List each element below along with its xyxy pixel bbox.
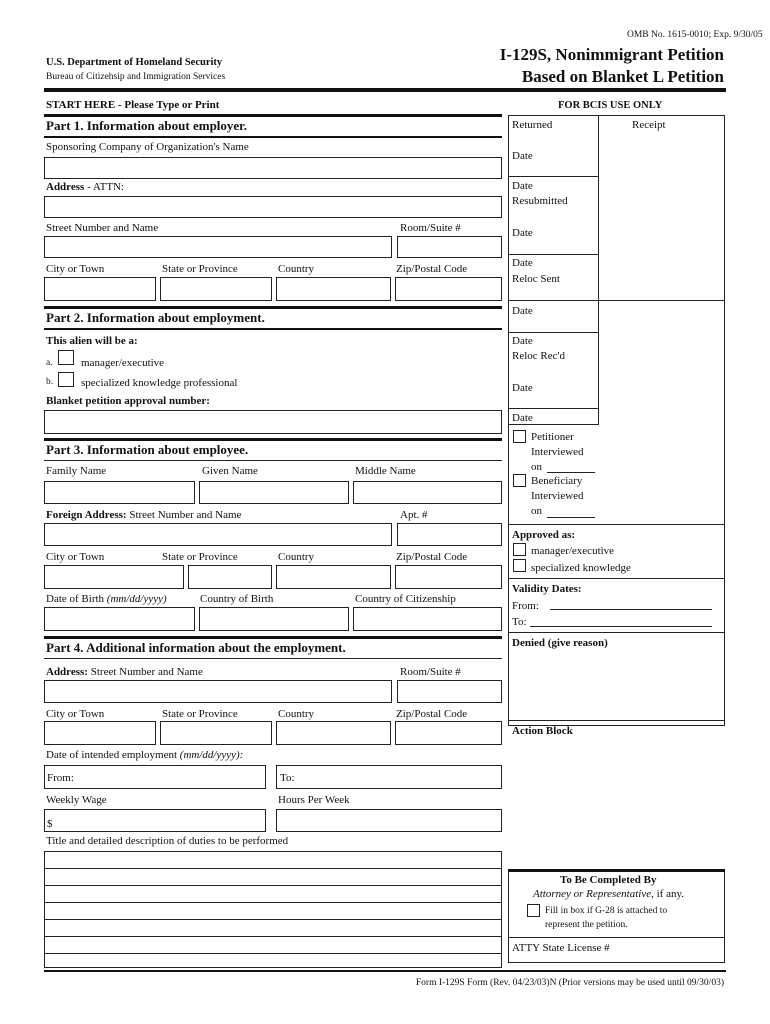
zip-label: Zip/Postal Code bbox=[396, 263, 468, 275]
company-name-field[interactable] bbox=[44, 157, 502, 179]
validity-from-label: From: bbox=[512, 600, 539, 612]
date-label: Date bbox=[512, 227, 533, 239]
g28-line2: represent the petition. bbox=[545, 920, 628, 930]
date-label: Date bbox=[512, 150, 533, 162]
beneficiary-label: Beneficiary bbox=[531, 475, 583, 487]
interviewed-label: Interviewed bbox=[531, 446, 584, 458]
foreign-street-field[interactable] bbox=[44, 523, 392, 546]
agency-name: U.S. Department of Homeland Security bbox=[46, 57, 223, 68]
foreign-city-field[interactable] bbox=[44, 565, 184, 589]
blanket-number-field[interactable] bbox=[44, 410, 502, 434]
p4-state-label: State or Province bbox=[162, 708, 238, 720]
g28-line1: Fill in box if G-28 is attached to bbox=[545, 906, 668, 916]
approved-manager-checkbox[interactable] bbox=[513, 543, 526, 556]
foreign-address-label: Foreign Address: Street Number and Name bbox=[46, 509, 242, 521]
employer-street-field[interactable] bbox=[44, 236, 392, 258]
room-label: Room/Suite # bbox=[400, 222, 461, 234]
employer-city-field[interactable] bbox=[44, 277, 156, 301]
employer-room-field[interactable] bbox=[397, 236, 502, 258]
given-label: Given Name bbox=[202, 465, 258, 477]
work-zip-field[interactable] bbox=[395, 721, 502, 745]
employer-country-field[interactable] bbox=[276, 277, 391, 301]
p4-address-label: Address: Street Number and Name bbox=[46, 666, 203, 678]
date-label: Date bbox=[512, 305, 533, 317]
apt-label: Apt. # bbox=[400, 509, 428, 521]
foreign-country-field[interactable] bbox=[276, 565, 391, 589]
blanket-label: Blanket petition approval number: bbox=[46, 395, 210, 407]
address-label: Address - ATTN: bbox=[46, 181, 125, 193]
on-label: on bbox=[531, 505, 542, 517]
p4-zip-label: Zip/Postal Code bbox=[396, 708, 468, 720]
intended-label: Date of intended employment (mm/dd/yyyy): bbox=[46, 749, 244, 761]
petitioner-interviewed-checkbox[interactable] bbox=[513, 430, 526, 443]
beneficiary-interviewed-checkbox[interactable] bbox=[513, 474, 526, 487]
start-here: START HERE - Please Type or Print bbox=[46, 99, 220, 111]
part4-heading: Part 4. Additional information about the employment. bbox=[46, 640, 346, 655]
dollar-sign: $ bbox=[47, 818, 53, 830]
given-name-field[interactable] bbox=[199, 481, 349, 504]
form-title-line2: Based on Blanket L Petition bbox=[521, 67, 724, 86]
company-label: Sponsoring Company of Organization's Name bbox=[46, 141, 249, 153]
p4-city-label: City or Town bbox=[46, 708, 105, 720]
middle-label: Middle Name bbox=[355, 465, 416, 477]
header-rule bbox=[44, 88, 726, 92]
dob-label: Date of Birth (mm/dd/yyyy) bbox=[46, 593, 167, 605]
zip-label: Zip/Postal Code bbox=[396, 551, 468, 563]
hours-label: Hours Per Week bbox=[278, 794, 350, 806]
employer-zip-field[interactable] bbox=[395, 277, 502, 301]
reloc-recd-label: Reloc Rec'd bbox=[512, 350, 565, 362]
street-label: Street Number and Name bbox=[46, 222, 159, 234]
attorney-heading: To Be Completed By bbox=[560, 874, 657, 886]
country-label: Country bbox=[278, 551, 315, 563]
duties-field[interactable] bbox=[44, 851, 502, 968]
part1-heading: Part 1. Information about employer. bbox=[46, 118, 248, 133]
dob-field[interactable] bbox=[44, 607, 195, 631]
hours-field[interactable] bbox=[276, 809, 502, 832]
returned-label: Returned bbox=[512, 119, 553, 131]
petitioner-date-line[interactable] bbox=[547, 472, 595, 473]
intended-to-field[interactable] bbox=[276, 765, 502, 789]
coc-field[interactable] bbox=[353, 607, 502, 631]
city-label: City or Town bbox=[46, 263, 105, 275]
validity-from-line[interactable] bbox=[550, 609, 712, 610]
work-state-field[interactable] bbox=[160, 721, 272, 745]
employer-state-field[interactable] bbox=[160, 277, 272, 301]
attorney-sub: Attorney or Representative, if any. bbox=[533, 888, 685, 900]
validity-to-line[interactable] bbox=[530, 626, 712, 627]
manager-checkbox[interactable] bbox=[58, 350, 74, 365]
cob-field[interactable] bbox=[199, 607, 349, 631]
foreign-state-field[interactable] bbox=[188, 565, 272, 589]
beneficiary-date-line[interactable] bbox=[547, 517, 595, 518]
bureau-name: Bureau of Citizehsip and Immigration Services bbox=[46, 72, 226, 82]
on-label: on bbox=[531, 461, 542, 473]
middle-name-field[interactable] bbox=[353, 481, 502, 504]
validity-to-label: To: bbox=[512, 616, 527, 628]
state-label: State or Province bbox=[162, 263, 238, 275]
petitioner-label: Petitioner bbox=[531, 431, 574, 443]
form-title-line1: I-129S, Nonimmigrant Petition bbox=[499, 45, 724, 64]
country-label: Country bbox=[278, 263, 315, 275]
work-city-field[interactable] bbox=[44, 721, 156, 745]
receipt-label: Receipt bbox=[632, 119, 666, 131]
work-street-field[interactable] bbox=[44, 680, 392, 703]
date-label: Date bbox=[512, 382, 533, 394]
part3-heading: Part 3. Information about employee. bbox=[46, 442, 249, 457]
approved-specialized-label: specialized knowledge bbox=[531, 562, 631, 574]
manager-label: manager/executive bbox=[81, 357, 165, 369]
duties-label: Title and detailed description of duties to be performed bbox=[46, 835, 289, 847]
state-label: State or Province bbox=[162, 551, 238, 563]
family-label: Family Name bbox=[46, 465, 107, 477]
p4-country-label: Country bbox=[278, 708, 315, 720]
date-label: Date bbox=[512, 335, 533, 347]
wage-label: Weekly Wage bbox=[46, 794, 107, 806]
alien-label: This alien will be a: bbox=[46, 335, 138, 347]
intended-from-label: From: bbox=[47, 772, 74, 784]
validity-label: Validity Dates: bbox=[512, 583, 582, 595]
cob-label: Country of Birth bbox=[200, 593, 274, 605]
form-footer: Form I-129S Form (Rev. 04/23/03)N (Prior versions may be used until 09/30/03) bbox=[415, 978, 724, 988]
option-b-letter: b. bbox=[46, 377, 54, 387]
approved-manager-label: manager/executive bbox=[531, 545, 615, 557]
approved-specialized-checkbox[interactable] bbox=[513, 559, 526, 572]
intended-to-label: To: bbox=[280, 772, 295, 784]
denied-label: Denied (give reason) bbox=[512, 637, 608, 649]
date-label: Date bbox=[512, 412, 533, 424]
omb-number: OMB No. 1615-0010; Exp. 9/30/05 bbox=[627, 30, 763, 40]
part2-heading: Part 2. Information about employment. bbox=[46, 310, 265, 325]
intended-from-field[interactable] bbox=[44, 765, 266, 789]
p4-room-label: Room/Suite # bbox=[400, 666, 461, 678]
work-room-field[interactable] bbox=[397, 680, 502, 703]
family-name-field[interactable] bbox=[44, 481, 195, 504]
atty-license-label: ATTY State License # bbox=[512, 942, 610, 954]
bcis-heading: FOR BCIS USE ONLY bbox=[558, 100, 663, 111]
address-attn-field[interactable] bbox=[44, 196, 502, 218]
reloc-sent-label: Reloc Sent bbox=[512, 273, 560, 285]
g28-checkbox[interactable] bbox=[527, 904, 540, 917]
interviewed-label: Interviewed bbox=[531, 490, 584, 502]
weekly-wage-field[interactable] bbox=[44, 809, 266, 832]
date-label: Date bbox=[512, 180, 533, 192]
specialized-label: specialized knowledge professional bbox=[81, 377, 238, 389]
specialized-checkbox[interactable] bbox=[58, 372, 74, 387]
option-a-letter: a. bbox=[46, 358, 53, 368]
foreign-zip-field[interactable] bbox=[395, 565, 502, 589]
date-label: Date bbox=[512, 257, 533, 269]
city-label: City or Town bbox=[46, 551, 105, 563]
resubmitted-label: Resubmitted bbox=[512, 195, 568, 207]
foreign-apt-field[interactable] bbox=[397, 523, 502, 546]
work-country-field[interactable] bbox=[276, 721, 391, 745]
action-block-label: Action Block bbox=[512, 725, 573, 737]
approved-as-label: Approved as: bbox=[512, 529, 576, 541]
coc-label: Country of Citizenship bbox=[355, 593, 456, 605]
